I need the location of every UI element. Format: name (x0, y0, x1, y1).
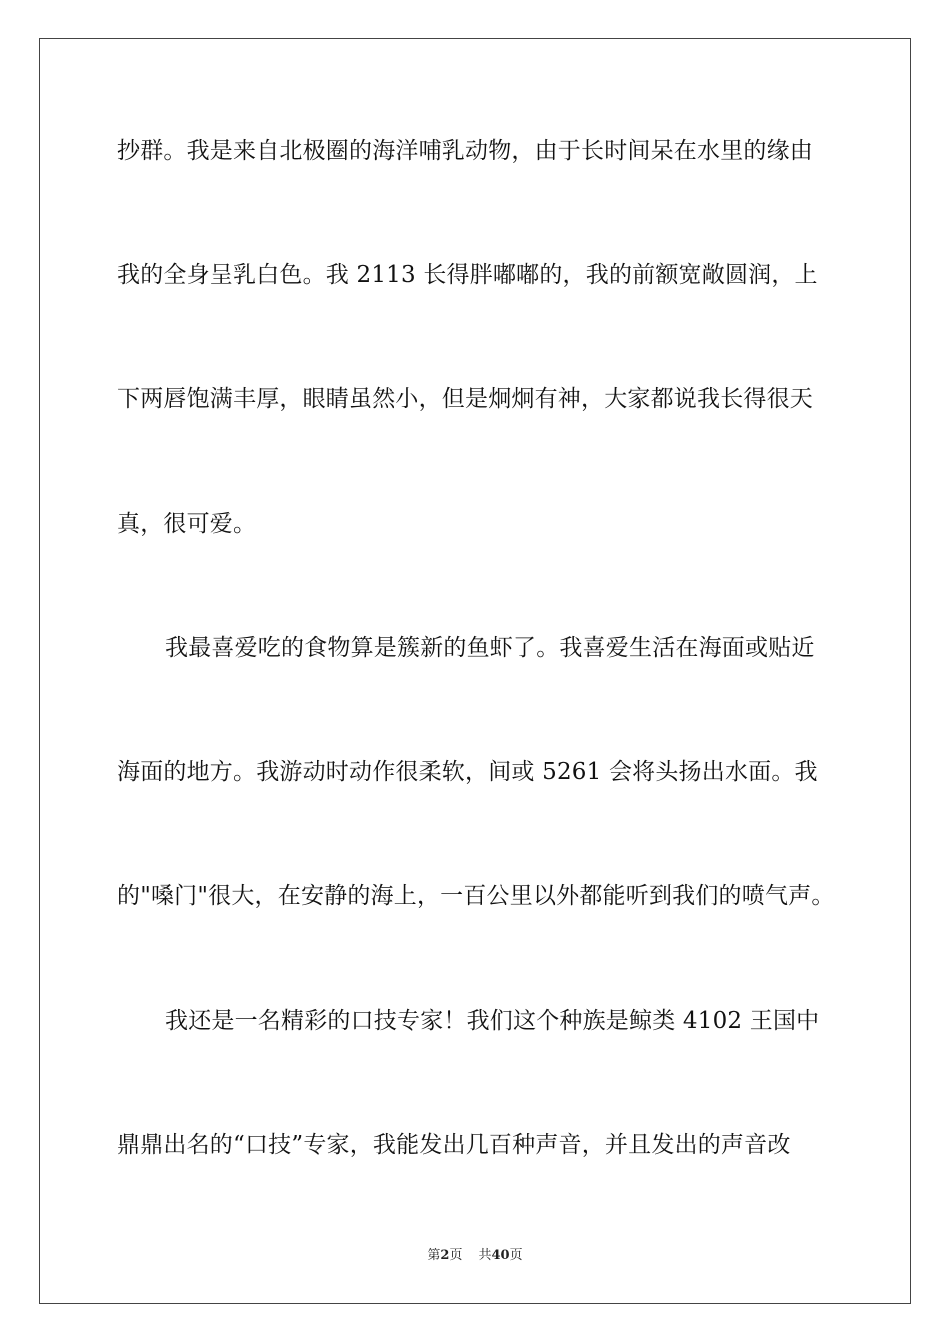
page-footer (0, 1247, 950, 1265)
total-prefix: 共 (478, 1248, 492, 1263)
text-line-6: 海面的地方。我游动时动作很柔软，间或 5261 会将头扬出水面。我 (117, 759, 818, 785)
text-line-1: 抄群。我是来自北极圈的海洋哺乳动物，由于长时间呆在水里的缘由 (117, 138, 813, 164)
page-suffix: 页 (449, 1248, 463, 1263)
text-line-2: 我的全身呈乳白色。我 2113 长得胖嘟嘟的，我的前额宽敞圆润，上 (117, 262, 818, 288)
text-line-3: 下两唇饱满丰厚，眼睛虽然小，但是炯炯有神，大家都说我长得很天 (117, 386, 813, 412)
text-line-8: 我还是一名精彩的口技专家！我们这个种族是鲸类 4102 王国中 (165, 1008, 820, 1034)
page-frame (39, 38, 911, 1304)
text-line-7: 的"嗓门"很大，在安静的海上，一百公里以外都能听到我们的喷气声。 (117, 883, 835, 909)
total-pages: 40 (491, 1248, 510, 1263)
total-suffix: 页 (509, 1248, 523, 1263)
page-prefix: 第 (427, 1248, 441, 1263)
page-number: 2 (440, 1248, 450, 1263)
text-line-9: 鼎鼎出名的“口技”专家，我能发出几百种声音，并且发出的声音改 (117, 1132, 791, 1158)
text-line-5: 我最喜爱吃的食物算是簇新的鱼虾了。我喜爱生活在海面或贴近 (165, 635, 815, 661)
text-line-4: 真，很可爱。 (117, 511, 257, 537)
